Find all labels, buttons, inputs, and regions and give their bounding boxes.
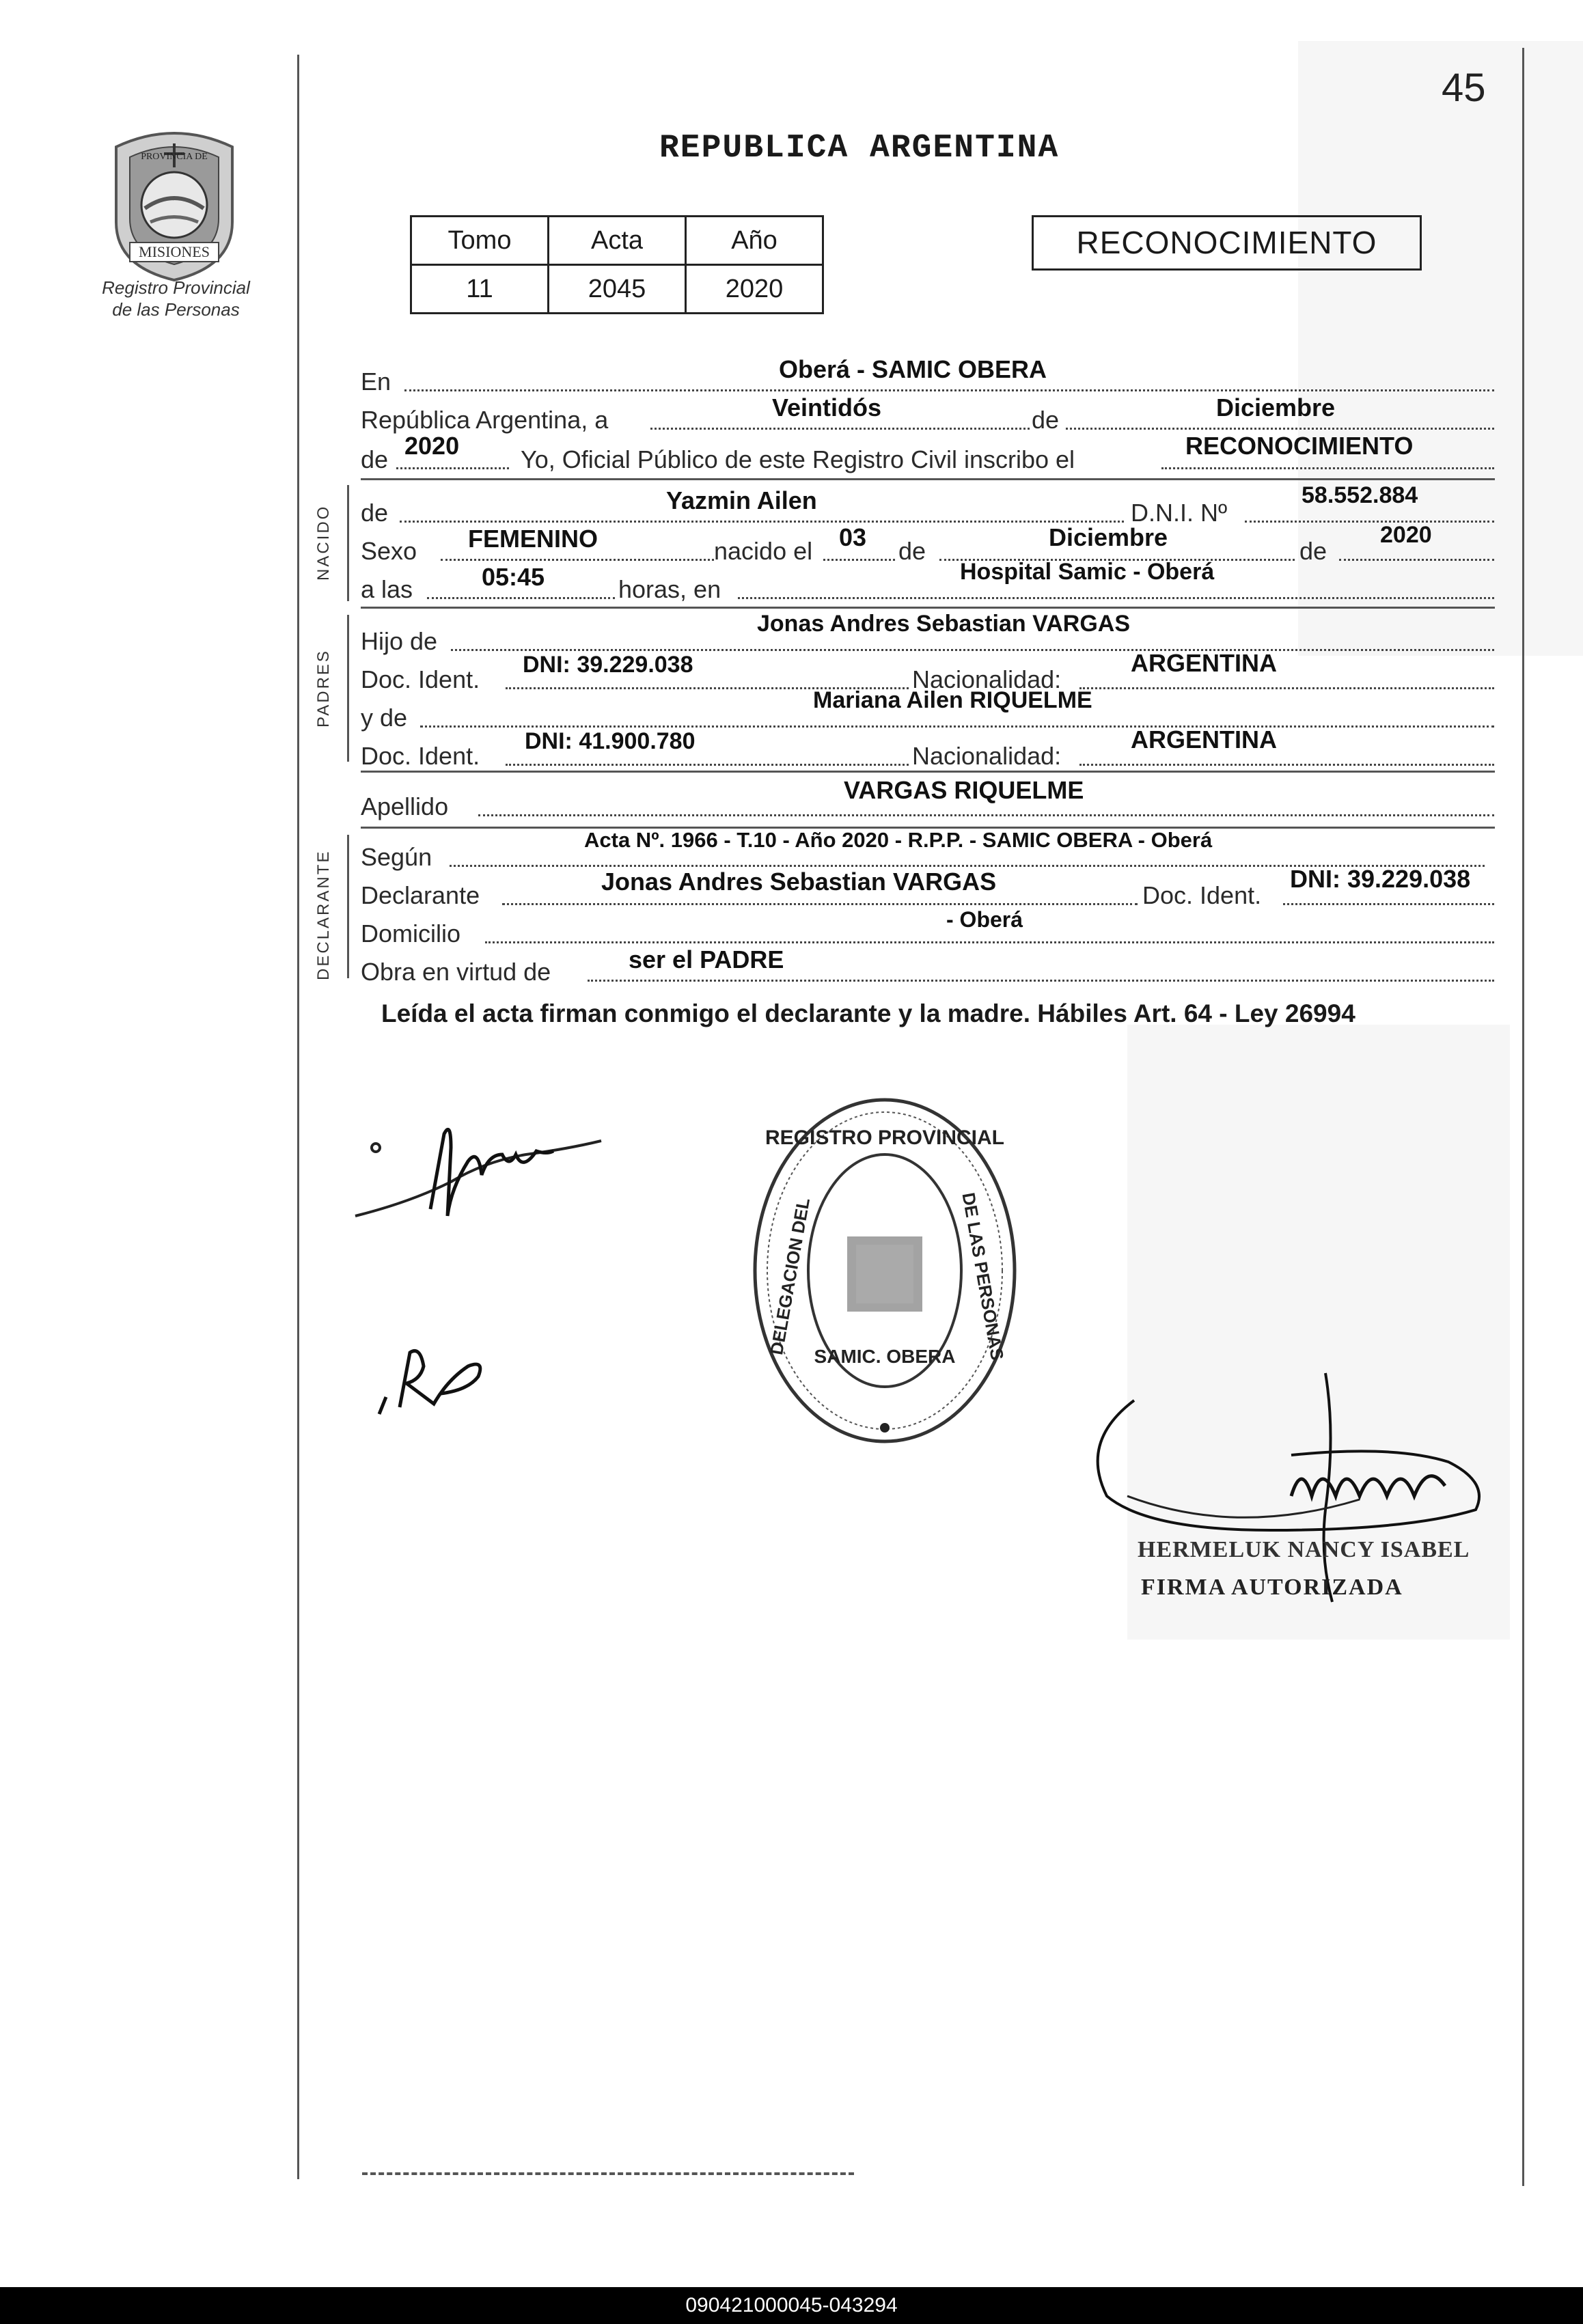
- label-apellido: Apellido: [361, 792, 449, 820]
- section-separator: [361, 478, 1495, 480]
- value-apellido: VARGAS RIQUELME: [844, 776, 1084, 804]
- value-declarante: Jonas Andres Sebastian VARGAS: [601, 868, 997, 896]
- mother-signature: [372, 1339, 495, 1421]
- value-tipo: RECONOCIMIENTO: [1185, 432, 1414, 460]
- label-de: de: [1032, 406, 1060, 434]
- document-title: REPUBLICA ARGENTINA: [659, 130, 1060, 167]
- label-sexo: Sexo: [361, 537, 417, 565]
- value-nombre: Yazmin Ailen: [666, 486, 817, 514]
- emblem-bottom-text: MISIONES: [139, 243, 210, 260]
- label-en: En: [361, 368, 391, 396]
- record-table: [410, 215, 824, 314]
- right-margin-line: [1522, 48, 1524, 2186]
- side-label-declarante: DECLARANTE: [314, 849, 333, 980]
- value-lugar-nacimiento: Hospital Samic - Oberá: [960, 559, 1215, 585]
- act-type-box: RECONOCIMIENTO: [1032, 215, 1422, 271]
- value-anio: 2020: [404, 432, 460, 460]
- value-mes: Diciembre: [1216, 393, 1336, 421]
- dotted-line: [823, 559, 895, 561]
- emblem-top-text: PROVINCIA DE: [141, 152, 208, 162]
- nacido-bracket: [347, 485, 349, 601]
- official-name: HERMELUK NANCY ISABEL: [1138, 1537, 1470, 1562]
- label-y-de: y de: [361, 704, 408, 732]
- dotted-line: [1079, 687, 1494, 689]
- dotted-line: [1079, 764, 1494, 766]
- seal-left-text: DELEGACION DEL: [766, 1196, 814, 1357]
- declarant-signature: [348, 1107, 608, 1230]
- logo-caption-line1: Registro Provincial: [102, 277, 250, 298]
- record-table-value-row: [411, 265, 823, 314]
- dotted-line: [451, 649, 1494, 651]
- record-table-value-tomo: 11: [411, 265, 549, 314]
- seal-right-text: DE LAS PERSONAS: [958, 1191, 1008, 1362]
- dotted-line: [396, 467, 509, 469]
- dotted-line: [1339, 559, 1494, 561]
- dotted-line: [738, 597, 1494, 599]
- dotted-line: [441, 559, 714, 561]
- page-number: 45: [1442, 66, 1486, 110]
- label-yo-oficial: Yo, Oficial Público de este Registro Civil inscribo el: [521, 445, 1075, 473]
- label-nacionalidad: Nacionalidad:: [912, 665, 1062, 693]
- footer-dashed-line: [362, 2172, 854, 2175]
- label-de-name: de: [361, 499, 389, 527]
- dotted-line: [502, 903, 1138, 905]
- value-dia: Veintidós: [772, 393, 882, 421]
- closing-statement: Leída el acta firman conmigo el declarante y la madre. Hábiles Art. 64 - Ley 26994: [381, 999, 1355, 1027]
- value-dni: 58.552.884: [1302, 482, 1418, 508]
- dotted-line: [588, 980, 1494, 982]
- record-table-value-anio: 2020: [686, 265, 823, 314]
- value-en-virtud: ser el PADRE: [629, 945, 784, 973]
- logo-caption: [79, 277, 273, 320]
- label-obra-en-virtud: Obra en virtud de: [361, 958, 551, 986]
- declarante-bracket: [347, 835, 349, 978]
- value-hora: 05:45: [482, 563, 545, 591]
- dotted-line: [1161, 467, 1494, 469]
- value-segun: Acta Nº. 1966 - T.10 - Año 2020 - R.P.P. - SAMIC OBERA - Oberá: [584, 828, 1213, 852]
- side-label-nacido: NACIDO: [314, 504, 333, 581]
- value-nacimiento-dia: 03: [839, 523, 867, 551]
- label-nacionalidad2: Nacionalidad:: [912, 742, 1062, 770]
- label-doc-ident2: Doc. Ident.: [361, 742, 480, 770]
- logo-caption-line2: de las Personas: [112, 299, 240, 320]
- label-de-year2: de: [1299, 537, 1327, 565]
- value-lugar: Oberá - SAMIC OBERA: [779, 355, 1047, 383]
- dotted-line: [427, 597, 615, 599]
- value-nacimiento-mes: Diciembre: [1049, 523, 1168, 551]
- value-madre: Mariana Ailen RIQUELME: [813, 687, 1092, 713]
- label-horas-en: horas, en: [618, 575, 721, 603]
- value-madre-nacionalidad: ARGENTINA: [1131, 725, 1277, 753]
- label-segun: Según: [361, 843, 432, 871]
- dotted-line: [485, 941, 1494, 943]
- province-emblem: [102, 120, 246, 283]
- seal-bottom-text: SAMIC. OBERA: [814, 1346, 956, 1367]
- label-a-las: a las: [361, 575, 413, 603]
- label-nacido-el: nacido el: [714, 537, 813, 565]
- label-de-month: de: [898, 537, 926, 565]
- registry-seal: [748, 1093, 1021, 1448]
- label-doc-ident3: Doc. Ident.: [1142, 881, 1262, 909]
- left-margin-line: [297, 55, 299, 2179]
- value-madre-doc: DNI: 41.900.780: [525, 728, 696, 754]
- dotted-line: [1066, 428, 1494, 430]
- value-declarante-doc: DNI: 39.229.038: [1290, 865, 1471, 893]
- dotted-line: [404, 389, 1494, 391]
- official-role: FIRMA AUTORIZADA: [1141, 1575, 1403, 1600]
- label-hijo-de: Hijo de: [361, 627, 438, 655]
- value-nacimiento-anio: 2020: [1380, 522, 1432, 548]
- padres-bracket: [347, 615, 349, 762]
- dotted-line: [1283, 903, 1494, 905]
- value-padre: Jonas Andres Sebastian VARGAS: [757, 611, 1131, 637]
- section-separator: [361, 607, 1495, 609]
- footer-code: 090421000045-043294: [0, 2287, 1583, 2324]
- label-declarante: Declarante: [361, 881, 480, 909]
- value-padre-nacionalidad: ARGENTINA: [1131, 649, 1277, 677]
- record-table-header-acta: Acta: [549, 217, 686, 265]
- dotted-line: [506, 764, 909, 766]
- seal-top-text: REGISTRO PROVINCIAL: [765, 1126, 1005, 1149]
- label-dni: D.N.I. Nº: [1131, 499, 1228, 527]
- record-table-value-acta: 2045: [549, 265, 686, 314]
- dotted-line: [400, 521, 1124, 523]
- label-doc-ident: Doc. Ident.: [361, 665, 480, 693]
- label-domicilio: Domicilio: [361, 919, 461, 947]
- value-padre-doc: DNI: 39.229.038: [523, 652, 693, 678]
- dotted-line: [1245, 521, 1494, 523]
- record-table-header-tomo: Tomo: [411, 217, 549, 265]
- label-de-year: de: [361, 445, 389, 473]
- official-signature: [1066, 1359, 1489, 1605]
- record-table-header-anio: Año: [686, 217, 823, 265]
- value-domicilio: - Oberá: [946, 907, 1023, 932]
- value-sexo: FEMENINO: [468, 525, 598, 553]
- dotted-line: [478, 814, 1494, 816]
- record-table-header-row: [411, 217, 823, 265]
- label-republica: República Argentina, a: [361, 406, 609, 434]
- dotted-line: [650, 428, 1030, 430]
- section-separator: [361, 771, 1495, 773]
- dotted-line: [420, 725, 1494, 728]
- scan-shade: [1298, 41, 1583, 656]
- side-label-padres: PADRES: [314, 649, 333, 728]
